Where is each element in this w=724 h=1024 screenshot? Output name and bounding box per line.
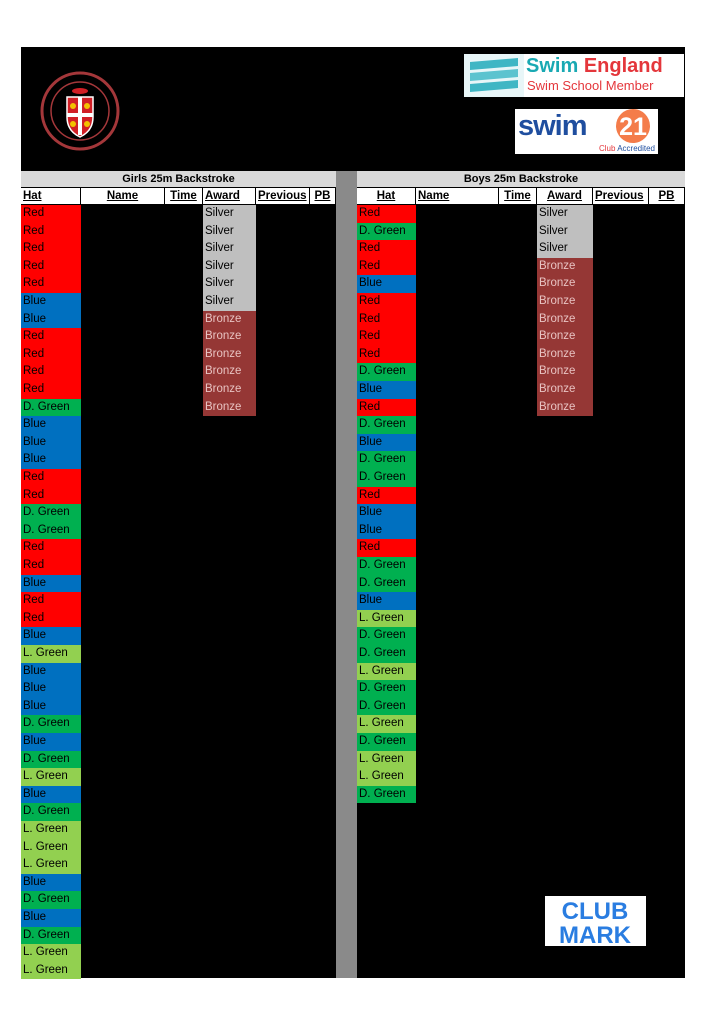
girls-header-previous: Previous — [256, 188, 310, 204]
girls-award-cell: Silver — [203, 293, 256, 311]
girls-hat-cell: Red — [21, 346, 81, 364]
girls-hat-cell: D. Green — [21, 803, 81, 821]
boys-header-name: Name — [416, 188, 499, 204]
boys-hat-cell: L. Green — [357, 768, 416, 786]
girls-hat-cell: Red — [21, 258, 81, 276]
girls-hat-cell: Blue — [21, 663, 81, 681]
swim-england-word-england: England — [583, 55, 663, 77]
boys-award-cell: Bronze — [537, 381, 593, 399]
girls-hat-cell: Red — [21, 275, 81, 293]
swim-england-subtitle: Swim School Member — [527, 78, 654, 93]
boys-hat-cell: D. Green — [357, 469, 416, 487]
girls-hat-cell: Red — [21, 469, 81, 487]
girls-hat-cell: Red — [21, 592, 81, 610]
girls-hat-cell: Red — [21, 487, 81, 505]
boys-title: Boys 25m Backstroke — [357, 171, 685, 187]
girls-award-cell: Bronze — [203, 328, 256, 346]
boys-hat-cell: Blue — [357, 592, 416, 610]
girls-hat-cell: L. Green — [21, 821, 81, 839]
girls-hat-cell: D. Green — [21, 715, 81, 733]
club-crest-icon — [40, 71, 120, 151]
boys-hat-cell: Red — [357, 539, 416, 557]
boys-award-cell: Silver — [537, 223, 593, 241]
girls-hat-cell: Blue — [21, 680, 81, 698]
boys-hat-cell: D. Green — [357, 451, 416, 469]
swim21-caption-accredited: Accredited — [617, 144, 655, 153]
girls-hat-cell: Red — [21, 328, 81, 346]
girls-award-cell: Silver — [203, 205, 256, 223]
boys-hat-cell: Red — [357, 240, 416, 258]
girls-title: Girls 25m Backstroke — [21, 171, 336, 187]
boys-award-cell: Bronze — [537, 399, 593, 417]
boys-award-cell: Bronze — [537, 328, 593, 346]
boys-hat-cell: D. Green — [357, 363, 416, 381]
boys-hat-cell: Blue — [357, 434, 416, 452]
girls-hat-cell: Blue — [21, 733, 81, 751]
girls-hat-cell: L. Green — [21, 768, 81, 786]
girls-hat-cell: L. Green — [21, 962, 81, 980]
boys-hat-cell: Red — [357, 487, 416, 505]
girls-header-name: Name — [81, 188, 165, 204]
girls-hat-cell: Blue — [21, 293, 81, 311]
clubmark-logo — [545, 896, 646, 946]
boys-hat-cell: D. Green — [357, 698, 416, 716]
girls-hat-cell: L. Green — [21, 645, 81, 663]
girls-hat-cell: L. Green — [21, 839, 81, 857]
swim21-number-badge-icon — [611, 109, 655, 143]
boys-header-award: Award — [537, 188, 593, 204]
boys-hat-cell: D. Green — [357, 557, 416, 575]
boys-award-cell: Bronze — [537, 346, 593, 364]
girls-hat-cell: L. Green — [21, 944, 81, 962]
boys-award-cell: Bronze — [537, 275, 593, 293]
boys-hat-cell: Red — [357, 346, 416, 364]
girls-hat-cell: Red — [21, 223, 81, 241]
boys-award-cell: Bronze — [537, 311, 593, 329]
boys-hat-cell: Red — [357, 293, 416, 311]
swim-england-logo — [464, 54, 684, 97]
girls-hat-cell: D. Green — [21, 891, 81, 909]
boys-award-cell: Bronze — [537, 258, 593, 276]
boys-hat-cell: Blue — [357, 504, 416, 522]
girls-hat-cell: L. Green — [21, 856, 81, 874]
girls-hat-cell: Red — [21, 610, 81, 628]
boys-hat-cell: Red — [357, 399, 416, 417]
girls-hat-cell: Blue — [21, 627, 81, 645]
boys-hat-cell: D. Green — [357, 223, 416, 241]
girls-hat-cell: D. Green — [21, 399, 81, 417]
girls-hat-cell: Red — [21, 539, 81, 557]
girls-hat-cell: Red — [21, 363, 81, 381]
boys-header-time: Time — [499, 188, 537, 204]
girls-hat-cell: D. Green — [21, 927, 81, 945]
boys-hat-cell: D. Green — [357, 786, 416, 804]
boys-hat-cell: D. Green — [357, 645, 416, 663]
girls-hat-cell: Red — [21, 205, 81, 223]
girls-hat-cell: Red — [21, 381, 81, 399]
boys-hat-cell: Red — [357, 205, 416, 223]
swim21-caption-club: Club — [598, 144, 616, 153]
girls-hat-cell: Red — [21, 557, 81, 575]
girls-hat-cell: Blue — [21, 698, 81, 716]
girls-hat-cell: Red — [21, 240, 81, 258]
column-divider — [336, 171, 357, 978]
girls-header-time: Time — [165, 188, 203, 204]
girls-hat-cell: D. Green — [21, 751, 81, 769]
boys-hat-cell: D. Green — [357, 416, 416, 434]
girls-hat-cell: Blue — [21, 786, 81, 804]
girls-hat-cell: Blue — [21, 311, 81, 329]
boys-hat-cell: L. Green — [357, 751, 416, 769]
girls-award-cell: Silver — [203, 223, 256, 241]
boys-hat-cell: D. Green — [357, 733, 416, 751]
boys-hat-cell: Blue — [357, 381, 416, 399]
swim21-logo — [515, 109, 658, 154]
girls-award-cell: Silver — [203, 258, 256, 276]
girls-award-cell: Bronze — [203, 399, 256, 417]
girls-award-cell: Silver — [203, 275, 256, 293]
girls-hat-cell: D. Green — [21, 504, 81, 522]
boys-hat-cell: Red — [357, 311, 416, 329]
girls-header-pb: PB — [310, 188, 336, 204]
girls-hat-cell: D. Green — [21, 522, 81, 540]
girls-award-cell: Silver — [203, 240, 256, 258]
girls-header-award: Award — [203, 188, 256, 204]
swim21-number: 21 — [619, 113, 647, 141]
boys-header-pb: PB — [649, 188, 685, 204]
clubmark-line2: MARK — [559, 922, 631, 946]
boys-hat-cell: L. Green — [357, 610, 416, 628]
girls-hat-cell: Blue — [21, 909, 81, 927]
boys-award-cell: Silver — [537, 205, 593, 223]
boys-award-cell: Bronze — [537, 293, 593, 311]
boys-hat-cell: Blue — [357, 275, 416, 293]
swim-england-waves-icon — [464, 54, 524, 97]
girls-award-cell: Bronze — [203, 311, 256, 329]
boys-hat-cell: L. Green — [357, 715, 416, 733]
boys-award-cell: Silver — [537, 240, 593, 258]
results-sheet — [21, 47, 685, 978]
girls-hat-cell: Blue — [21, 575, 81, 593]
boys-header-hat: Hat — [357, 188, 416, 204]
girls-award-cell: Bronze — [203, 346, 256, 364]
boys-hat-cell: D. Green — [357, 627, 416, 645]
girls-award-cell: Bronze — [203, 381, 256, 399]
boys-hat-cell: Blue — [357, 522, 416, 540]
clubmark-line1: CLUB — [561, 898, 629, 925]
girls-hat-cell: Blue — [21, 874, 81, 892]
boys-hat-cell: L. Green — [357, 663, 416, 681]
boys-award-cell: Bronze — [537, 363, 593, 381]
swim21-word: swim — [518, 110, 587, 142]
boys-header-previous: Previous — [593, 188, 649, 204]
girls-hat-cell: Blue — [21, 434, 81, 452]
girls-award-cell: Bronze — [203, 363, 256, 381]
boys-hat-cell: D. Green — [357, 680, 416, 698]
boys-hat-cell: Red — [357, 258, 416, 276]
girls-hat-cell: Blue — [21, 416, 81, 434]
boys-hat-cell: D. Green — [357, 575, 416, 593]
boys-hat-cell: Red — [357, 328, 416, 346]
swim-england-word-swim: Swim — [526, 55, 579, 77]
girls-hat-cell: Blue — [21, 451, 81, 469]
girls-header-hat: Hat — [21, 188, 81, 204]
